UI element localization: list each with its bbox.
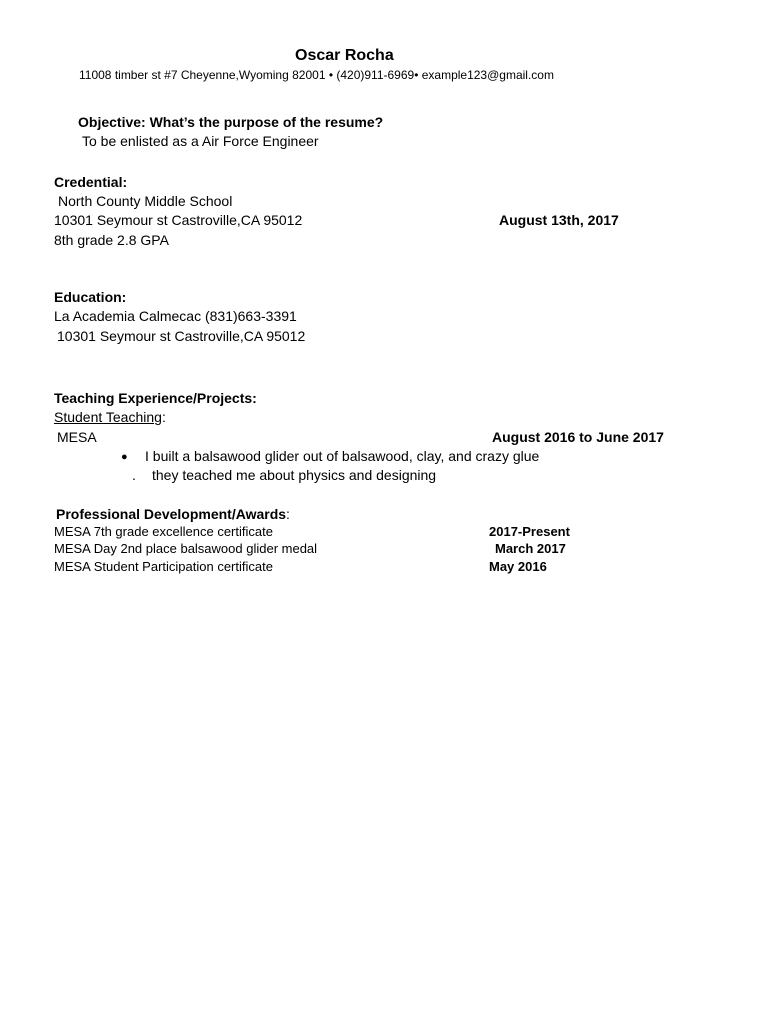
experience-bullet-2-mark: . bbox=[132, 467, 136, 483]
education-heading: Education: bbox=[54, 289, 127, 305]
experience-bullet-2: they teached me about physics and designing bbox=[152, 467, 437, 483]
award-title: MESA 7th grade excellence certificate bbox=[54, 524, 273, 539]
credential-address: 10301 Seymour st Castroville,CA 95012 bbox=[54, 212, 303, 228]
experience-program: MESA bbox=[57, 429, 97, 445]
objective-heading: Objective: What’s the purpose of the resume? bbox=[78, 114, 384, 130]
bullet-dot-icon: ● bbox=[121, 451, 128, 463]
credential-school: North County Middle School bbox=[58, 193, 233, 209]
credential-date: August 13th, 2017 bbox=[499, 212, 619, 228]
awards-heading-colon: : bbox=[286, 506, 290, 522]
credential-heading: Credential: bbox=[54, 174, 128, 190]
experience-bullet-1: I built a balsawood glider out of balsawood, clay, and crazy glue bbox=[145, 448, 540, 464]
objective-text: To be enlisted as a Air Force Engineer bbox=[82, 133, 319, 149]
award-title: MESA Day 2nd place balsawood glider medal bbox=[54, 541, 318, 556]
awards-heading bbox=[56, 506, 290, 522]
resume-name: Oscar Rocha bbox=[295, 47, 394, 64]
award-date: March 2017 bbox=[495, 541, 566, 556]
experience-subheading bbox=[54, 409, 166, 425]
experience-heading: Teaching Experience/Projects: bbox=[54, 390, 257, 406]
student-teaching-label: Student Teaching bbox=[54, 409, 162, 425]
experience-dates: August 2016 to June 2017 bbox=[492, 429, 664, 445]
award-date: May 2016 bbox=[489, 559, 547, 574]
education-school: La Academia Calmecac (831)663-3391 bbox=[54, 308, 297, 324]
education-address: 10301 Seymour st Castroville,CA 95012 bbox=[57, 328, 306, 344]
credential-gpa: 8th grade 2.8 GPA bbox=[54, 232, 169, 248]
student-teaching-colon: : bbox=[161, 409, 166, 425]
contact-line: 11008 timber st #7 Cheyenne,Wyoming 82001 • (420)911-6969• example123@gmail.com bbox=[79, 68, 554, 82]
awards-heading-text: Professional Development/Awards bbox=[56, 506, 287, 522]
award-date: 2017-Present bbox=[489, 524, 570, 539]
award-title: MESA Student Participation certificate bbox=[54, 559, 273, 574]
